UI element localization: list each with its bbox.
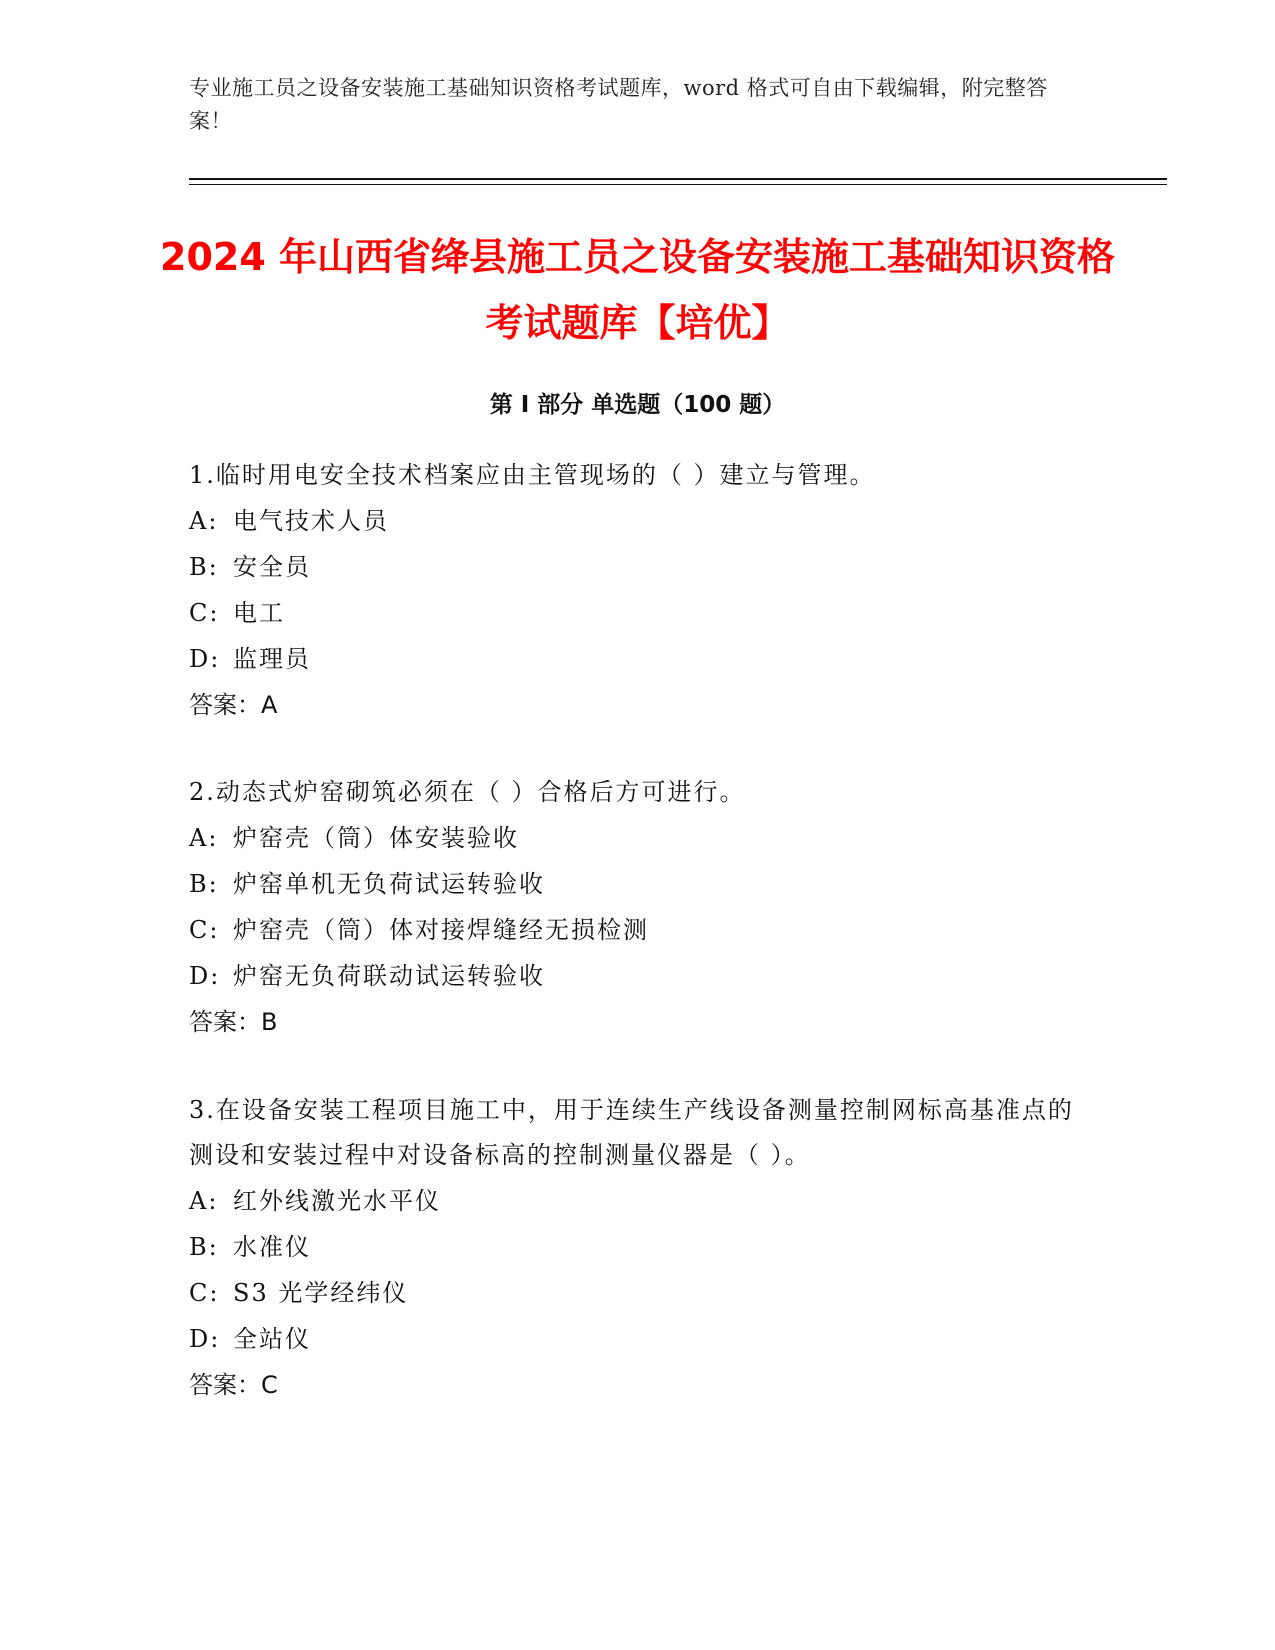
option-key: D: (189, 962, 221, 990)
option-c (189, 907, 1089, 953)
option-text: 红外线激光水平仪 (233, 1187, 441, 1215)
option-text: S3 光学经纬仪 (233, 1279, 409, 1307)
option-text: 电气技术人员 (233, 507, 389, 535)
option-key: D: (189, 645, 221, 673)
option-text: 炉窑无负荷联动试运转验收 (233, 962, 545, 990)
option-b (189, 544, 1089, 590)
question-stem: 3.在设备安装工程项目施工中，用于连续生产线设备测量控制网标高基准点的测设和安装过程中对设备标高的控制测量仪器是（ ）。 (189, 1096, 1074, 1169)
option-text: 水准仪 (233, 1233, 311, 1261)
option-key: A: (189, 1187, 219, 1215)
option-c (189, 1270, 1089, 1316)
option-d (189, 1316, 1089, 1362)
section-heading: 第 I 部分 单选题（100 题） (489, 392, 786, 418)
option-key: A: (189, 507, 219, 535)
option-a (189, 498, 1089, 544)
header-note: 专业施工员之设备安装施工基础知识资格考试题库，word 格式可自由下载编辑，附完整答案！ (189, 76, 1048, 133)
answer: 答案：C (189, 1371, 278, 1399)
option-a (189, 815, 1089, 861)
option-text: 炉窑单机无负荷试运转验收 (233, 870, 545, 898)
header-divider-thin (189, 184, 1167, 185)
answer: 答案：A (189, 691, 278, 719)
answer: 答案：B (189, 1008, 278, 1036)
option-d (189, 636, 1089, 682)
option-a (189, 1178, 1089, 1224)
option-text: 电工 (233, 599, 285, 627)
option-key: D: (189, 1325, 221, 1353)
option-key: C: (189, 916, 220, 944)
question-stem: 2.动态式炉窑砌筑必须在（ ）合格后方可进行。 (189, 778, 746, 806)
header-divider-thick (189, 178, 1167, 180)
option-key: B: (189, 1233, 219, 1261)
question-stem: 1.临时用电安全技术档案应由主管现场的（ ）建立与管理。 (189, 461, 876, 489)
option-key: A: (189, 824, 219, 852)
option-b (189, 861, 1089, 907)
option-key: C: (189, 1279, 220, 1307)
option-c (189, 590, 1089, 636)
option-text: 全站仪 (233, 1325, 311, 1353)
option-b (189, 1224, 1089, 1270)
option-text: 炉窑壳（筒）体安装验收 (233, 824, 519, 852)
option-text: 炉窑壳（筒）体对接焊缝经无损检测 (233, 916, 649, 944)
option-text: 安全员 (233, 553, 311, 581)
question-1 (189, 453, 1089, 728)
document-title: 2024 年山西省绛县施工员之设备安装施工基础知识资格考试题库【培优】 (160, 235, 1115, 345)
question-2 (189, 770, 1089, 1045)
option-key: C: (189, 599, 220, 627)
option-text: 监理员 (233, 645, 311, 673)
option-d (189, 953, 1089, 999)
option-key: B: (189, 553, 219, 581)
option-key: B: (189, 870, 219, 898)
question-3 (189, 1088, 1089, 1408)
